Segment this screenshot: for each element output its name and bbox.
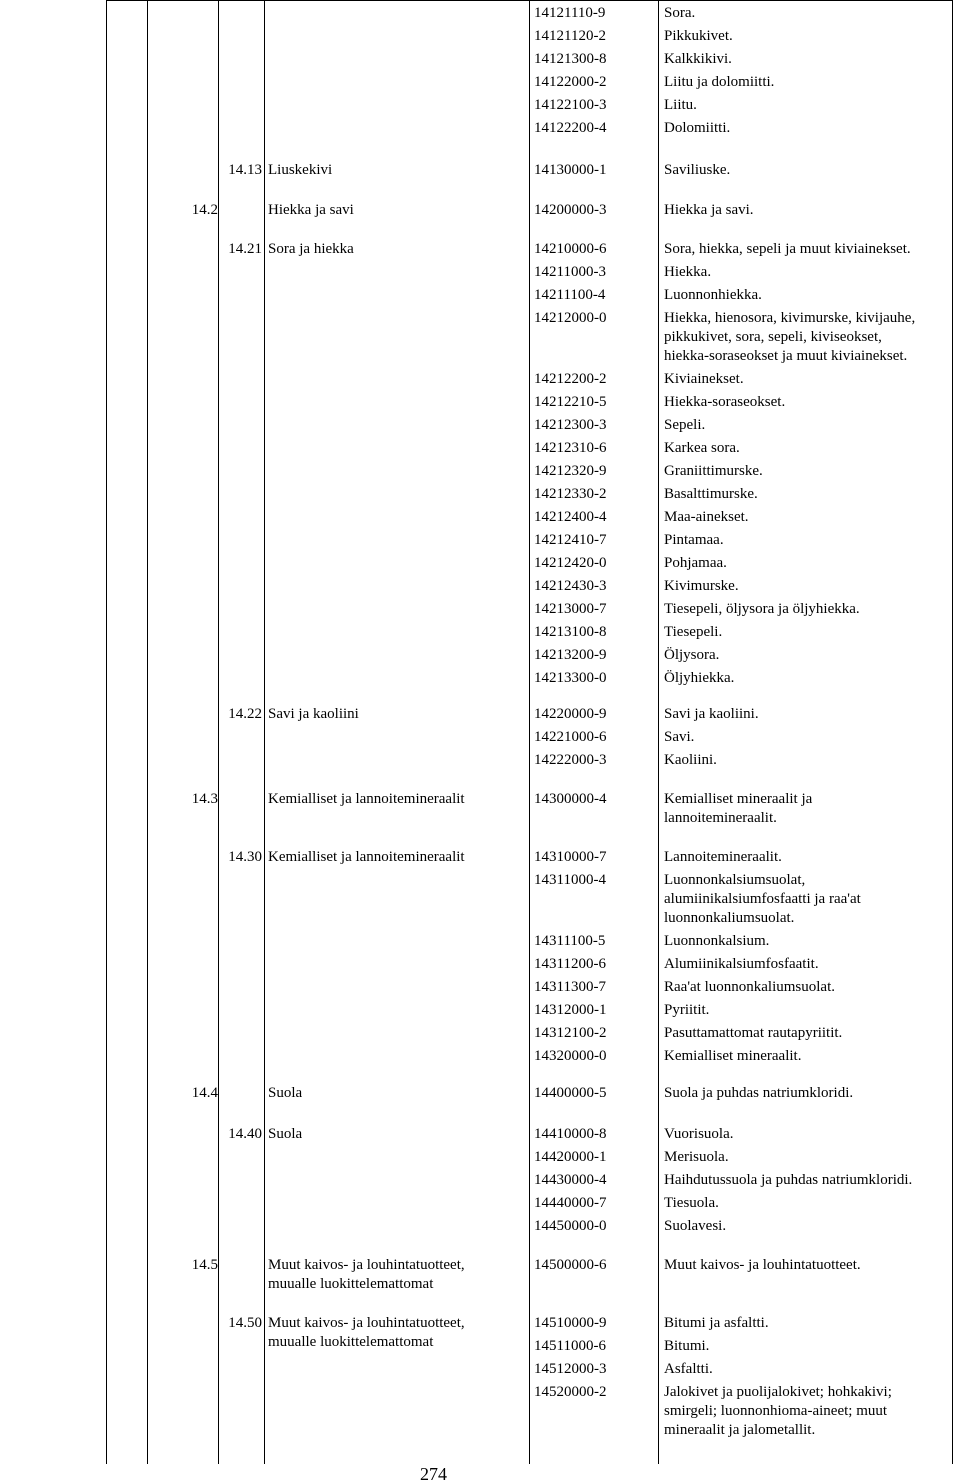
classification-code: 14221000-6	[534, 729, 607, 745]
section-number: 14.4	[191, 1085, 218, 1101]
section-name: Savi ja kaoliini	[268, 706, 359, 722]
classification-description: Liitu.	[664, 97, 697, 113]
classification-description: Asfaltti.	[664, 1361, 713, 1377]
page-number: 274	[420, 1464, 447, 1484]
classification-code: 14410000-8	[534, 1126, 607, 1142]
classification-code: 14122200-4	[534, 120, 607, 136]
section-name: Suola	[268, 1085, 303, 1101]
classification-description: Basalttimurske.	[664, 486, 758, 502]
classification-code: 14512000-3	[534, 1361, 607, 1377]
classification-code: 14300000-4	[534, 791, 607, 807]
section-number: 14.13	[228, 162, 262, 178]
classification-description: mineraalit ja jalometallit.	[664, 1422, 816, 1438]
classification-description: Liitu ja dolomiitti.	[664, 74, 775, 90]
classification-code: 14310000-7	[534, 849, 607, 865]
section-name: Suola	[268, 1126, 303, 1142]
classification-code: 14312100-2	[534, 1025, 607, 1041]
classification-description: Saviliuske.	[664, 162, 731, 178]
classification-description: alumiinikalsiumfosfaatti ja raa'at	[664, 891, 861, 907]
classification-code: 14200000-3	[534, 202, 607, 218]
classification-description: Savi ja kaoliini.	[664, 706, 759, 722]
classification-code: 14400000-5	[534, 1085, 607, 1101]
classification-description: Kivimurske.	[664, 578, 739, 594]
section-number: 14.3	[191, 791, 218, 807]
classification-code: 14212320-9	[534, 463, 607, 479]
classification-code: 14212210-5	[534, 394, 607, 410]
classification-description: Bitumi.	[664, 1338, 710, 1354]
section-name: Muut kaivos- ja louhintatuotteet,	[268, 1315, 465, 1331]
classification-code: 14121120-2	[534, 28, 606, 44]
classification-code: 14130000-1	[534, 162, 607, 178]
classification-description: Luonnonkalsiumsuolat,	[664, 872, 806, 888]
classification-description: Tiesuola.	[664, 1195, 719, 1211]
classification-description: Hiekka.	[664, 264, 712, 280]
classification-description: Suola ja puhdas natriumkloridi.	[664, 1085, 854, 1101]
classification-description: Karkea sora.	[664, 440, 740, 456]
classification-code: 14212200-2	[534, 371, 607, 387]
classification-code: 14122000-2	[534, 74, 607, 90]
classification-description: lannoitemineraalit.	[664, 810, 777, 826]
classification-description: Luonnonkalsium.	[664, 933, 770, 949]
classification-description: Kemialliset mineraalit.	[664, 1048, 802, 1064]
section-number: 14.5	[191, 1257, 218, 1273]
classification-description: Haihdutussuola ja puhdas natriumkloridi.	[664, 1172, 913, 1188]
classification-description: Raa'at luonnonkaliumsuolat.	[664, 979, 836, 995]
classification-description: Sora.	[664, 5, 696, 21]
classification-code: 14213300-0	[534, 670, 607, 686]
classification-code: 14212300-3	[534, 417, 607, 433]
section-number: 14.30	[228, 849, 262, 865]
classification-description: hiekka-soraseokset ja muut kiviainekset.	[664, 348, 908, 364]
classification-description: luonnonkaliumsuolat.	[664, 910, 795, 926]
section-number: 14.50	[228, 1315, 262, 1331]
classification-code: 14212410-7	[534, 532, 607, 548]
classification-code: 14312000-1	[534, 1002, 607, 1018]
classification-description: Merisuola.	[664, 1149, 729, 1165]
classification-code: 14213000-7	[534, 601, 607, 617]
classification-description: Suolavesi.	[664, 1218, 727, 1234]
classification-code: 14213100-8	[534, 624, 607, 640]
section-name: Sora ja hiekka	[268, 241, 354, 257]
classification-description: smirgeli; luonnonhioma-aineet; muut	[664, 1403, 888, 1419]
classification-description: Öljyhiekka.	[664, 670, 735, 686]
classification-description: Tiesepeli.	[664, 624, 723, 640]
section-name: Hiekka ja savi	[268, 202, 354, 218]
classification-description: Graniittimurske.	[664, 463, 763, 479]
classification-description: Tiesepeli, öljysora ja öljyhiekka.	[664, 601, 860, 617]
classification-description: pikkukivet, sora, sepeli, kiviseokset,	[664, 329, 882, 345]
section-number: 14.21	[228, 241, 262, 257]
section-name: Muut kaivos- ja louhintatuotteet,	[268, 1257, 465, 1273]
classification-code: 14212000-0	[534, 310, 607, 326]
classification-description: Dolomiitti.	[664, 120, 731, 136]
classification-description: Öljysora.	[664, 647, 720, 663]
classification-description: Hiekka ja savi.	[664, 202, 754, 218]
classification-description: Sora, hiekka, sepeli ja muut kiviainekset.	[664, 241, 911, 257]
table-column-border	[658, 0, 659, 1464]
classification-code: 14320000-0	[534, 1048, 607, 1064]
classification-description: Pohjamaa.	[664, 555, 727, 571]
classification-description: Hiekka, hienosora, kivimurske, kivijauhe,	[664, 310, 916, 326]
classification-code: 14430000-4	[534, 1172, 607, 1188]
classification-description: Kaoliini.	[664, 752, 717, 768]
classification-code: 14211100-4	[534, 287, 606, 303]
classification-code: 14440000-7	[534, 1195, 607, 1211]
classification-description: Muut kaivos- ja louhintatuotteet.	[664, 1257, 861, 1273]
classification-code: 14212310-6	[534, 440, 607, 456]
classification-code: 14213200-9	[534, 647, 607, 663]
classification-description: Kiviainekset.	[664, 371, 744, 387]
classification-code: 14212400-4	[534, 509, 607, 525]
classification-description: Lannoitemineraalit.	[664, 849, 782, 865]
classification-code: 14122100-3	[534, 97, 607, 113]
classification-code: 14121110-9	[534, 5, 606, 21]
table-column-border	[952, 0, 953, 1464]
classification-code: 14510000-9	[534, 1315, 607, 1331]
classification-description: Pintamaa.	[664, 532, 724, 548]
classification-description: Pyriitit.	[664, 1002, 710, 1018]
classification-code: 14420000-1	[534, 1149, 607, 1165]
section-name: muualle luokittelemattomat	[268, 1276, 434, 1292]
table-column-border	[264, 0, 265, 1464]
classification-code: 14212430-3	[534, 578, 607, 594]
classification-code: 14212330-2	[534, 486, 607, 502]
classification-code: 14311200-6	[534, 956, 606, 972]
section-number: 14.40	[228, 1126, 262, 1142]
classification-code: 14121300-8	[534, 51, 607, 67]
classification-description: Jalokivet ja puolijalokivet; hohkakivi;	[664, 1384, 892, 1400]
classification-description: Vuorisuola.	[664, 1126, 734, 1142]
classification-description: Pikkukivet.	[664, 28, 733, 44]
section-name: Kemialliset ja lannoitemineraalit	[268, 791, 465, 807]
classification-description: Maa-ainekset.	[664, 509, 749, 525]
classification-description: Kemialliset mineraalit ja	[664, 791, 813, 807]
section-name: Liuskekivi	[268, 162, 333, 178]
classification-description: Kalkkikivi.	[664, 51, 732, 67]
classification-description: Pasuttamattomat rautapyriitit.	[664, 1025, 843, 1041]
table-top-border	[106, 0, 952, 1]
classification-code: 14520000-2	[534, 1384, 607, 1400]
classification-code: 14220000-9	[534, 706, 607, 722]
classification-description: Sepeli.	[664, 417, 706, 433]
section-number: 14.2	[191, 202, 218, 218]
classification-code: 14212420-0	[534, 555, 607, 571]
classification-code: 14311300-7	[534, 979, 606, 995]
section-number: 14.22	[228, 706, 262, 722]
classification-code: 14222000-3	[534, 752, 607, 768]
classification-code: 14311000-4	[534, 872, 606, 888]
table-column-border	[218, 0, 219, 1464]
section-name: muualle luokittelemattomat	[268, 1334, 434, 1350]
classification-code: 14211000-3	[534, 264, 606, 280]
section-name: Kemialliset ja lannoitemineraalit	[268, 849, 465, 865]
classification-code: 14311100-5	[534, 933, 606, 949]
classification-description: Savi.	[664, 729, 695, 745]
classification-code: 14210000-6	[534, 241, 607, 257]
classification-description: Luonnonhiekka.	[664, 287, 762, 303]
classification-code: 14500000-6	[534, 1257, 607, 1273]
classification-code: 14511000-6	[534, 1338, 606, 1354]
table-column-border	[529, 0, 530, 1464]
classification-description: Hiekka-soraseokset.	[664, 394, 786, 410]
classification-description: Bitumi ja asfaltti.	[664, 1315, 769, 1331]
classification-code: 14450000-0	[534, 1218, 607, 1234]
classification-description: Alumiinikalsiumfosfaatit.	[664, 956, 819, 972]
table-column-border	[147, 0, 148, 1464]
table-column-border	[106, 0, 107, 1464]
